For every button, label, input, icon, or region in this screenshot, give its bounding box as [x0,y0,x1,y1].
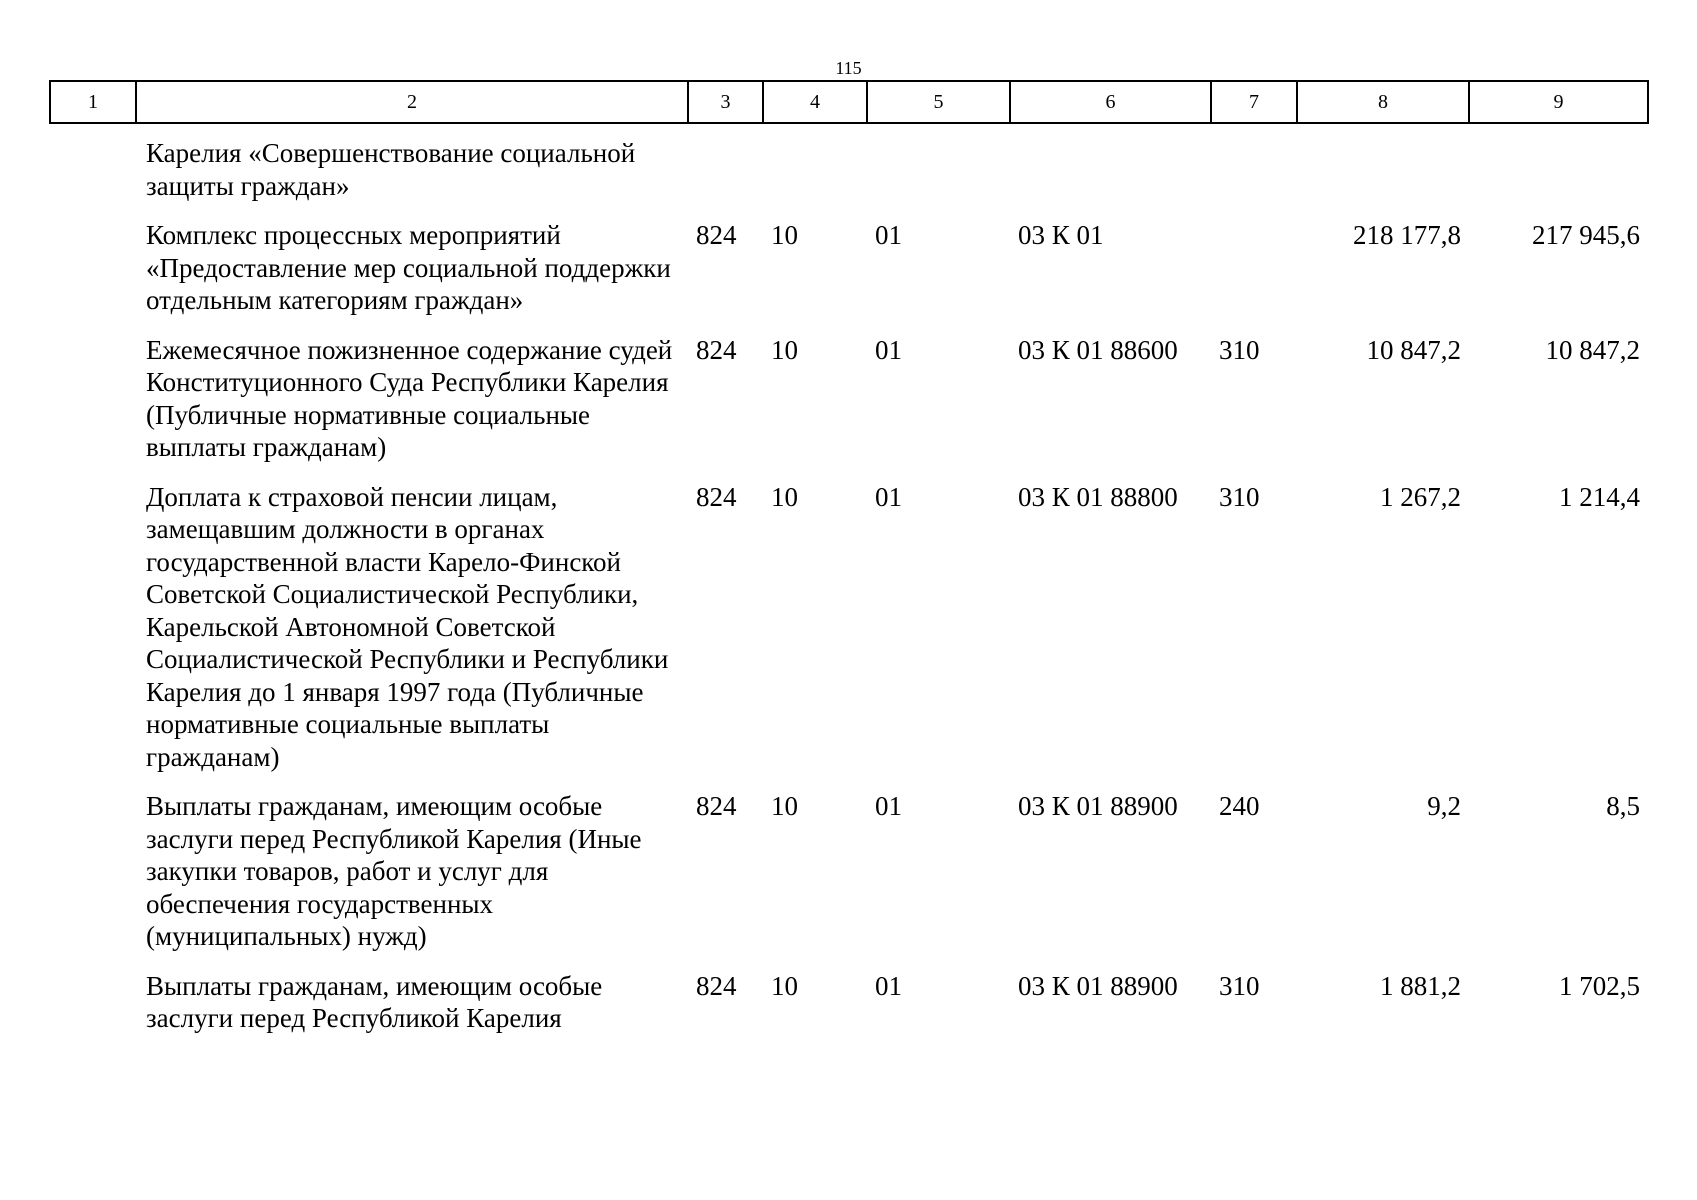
table-header [50,81,1648,123]
cell-amount-col-9: 1 702,5 [1559,970,1640,1001]
cell-ministry-code: 824 [696,220,737,250]
cell-amount-col-9: 1 214,4 [1559,481,1640,512]
cell-section-code: 10 [771,334,798,365]
cell-expense-type [1211,123,1297,219]
header-col-7: 7 [1211,81,1297,123]
cell-section-code: 10 [771,220,798,250]
cell-section-code: 10 [771,791,798,821]
header-row [50,81,1648,123]
cell-item-name: Карелия «Совершенствование социальной защиты граждан» [146,138,636,201]
cell-subsection-code: 01 [875,334,902,365]
cell-expense-type: 240 [1219,791,1260,821]
cell-expense-type [1211,219,1297,334]
header-col-2: 2 [136,81,688,123]
cell-amount-col-8 [1297,123,1469,219]
table-body [50,123,1648,1052]
header-col-9: 9 [1469,81,1648,123]
cell-subsection-code: 01 [875,481,902,512]
cell-section-code [763,123,867,219]
cell-subsection-code [867,123,1010,219]
cell-col-1 [50,790,136,970]
cell-item-name: Комплекс процессных мероприятий «Предоставление мер социальной поддержки отдельным категориям граждан» [146,220,671,315]
header-col-5: 5 [867,81,1010,123]
cell-expense-type: 310 [1219,970,1260,1001]
cell-section-code: 10 [771,481,798,512]
header-col-4: 4 [763,81,867,123]
cell-amount-col-9 [1469,123,1648,219]
cell-amount-col-8: 1 267,2 [1380,481,1461,512]
table-row [50,481,1648,791]
table-row [50,219,1648,334]
cell-ministry-code: 824 [696,334,737,365]
cell-col-1 [50,970,136,1052]
table-row [50,970,1648,1052]
cell-col-1 [50,481,136,791]
cell-amount-col-8: 1 881,2 [1380,970,1461,1001]
table-row [50,123,1648,219]
cell-col-1 [50,334,136,481]
cell-target-article: 03 К 01 [1018,220,1104,250]
cell-target-article: 03 К 01 88800 [1018,481,1178,512]
cell-ministry-code: 824 [696,791,737,821]
cell-target-article [1010,123,1211,219]
cell-amount-col-8: 10 847,2 [1366,334,1461,365]
cell-amount-col-8: 9,2 [1427,791,1461,821]
table-row [50,790,1648,970]
cell-target-article: 03 К 01 88900 [1018,970,1178,1001]
cell-ministry-code [688,123,763,219]
cell-expense-type: 310 [1219,481,1260,512]
cell-target-article: 03 К 01 88900 [1018,791,1178,821]
cell-amount-col-8: 218 177,8 [1353,220,1461,250]
cell-ministry-code: 824 [696,481,737,512]
header-col-1: 1 [50,81,136,123]
table-row [50,334,1648,481]
cell-item-name: Выплаты гражданам, имеющим особые заслуги перед Республикой Карелия [146,970,603,1033]
cell-section-code: 10 [771,970,798,1001]
cell-col-1 [50,123,136,219]
cell-amount-col-9: 10 847,2 [1545,334,1640,365]
header-col-8: 8 [1297,81,1469,123]
cell-subsection-code: 01 [875,970,902,1001]
cell-item-name: Ежемесячное пожизненное содержание судей Конституционного Суда Республики Карелия (Публичные нормативные социальные выплаты гражданам) [146,334,673,462]
cell-item-name: Выплаты гражданам, имеющим особые заслуги перед Республикой Карелия (Иные закупки товаров, работ и услуг для обеспечения государственных (муниципальных) нужд) [146,791,642,951]
cell-expense-type: 310 [1219,334,1260,365]
cell-amount-col-9: 217 945,6 [1532,220,1640,250]
header-col-6: 6 [1010,81,1211,123]
cell-target-article: 03 К 01 88600 [1018,334,1178,365]
cell-subsection-code: 01 [875,220,902,250]
cell-subsection-code: 01 [875,791,902,821]
cell-item-name: Доплата к страховой пенсии лицам, замещавшим должности в органах государственной власти Карело-Финской Советской Социалистической Республики, Карельской Автономной Советской Социалистической Республики и Республики Карелия до 1 января 1997 года (Публичные нормативные социальные выплаты гражданам) [146,481,669,772]
page-number: 115 [835,58,862,78]
header-col-3: 3 [688,81,763,123]
cell-ministry-code: 824 [696,970,737,1001]
cell-amount-col-9: 8,5 [1606,791,1640,821]
cell-col-1 [50,219,136,334]
budget-table [49,80,1649,1052]
